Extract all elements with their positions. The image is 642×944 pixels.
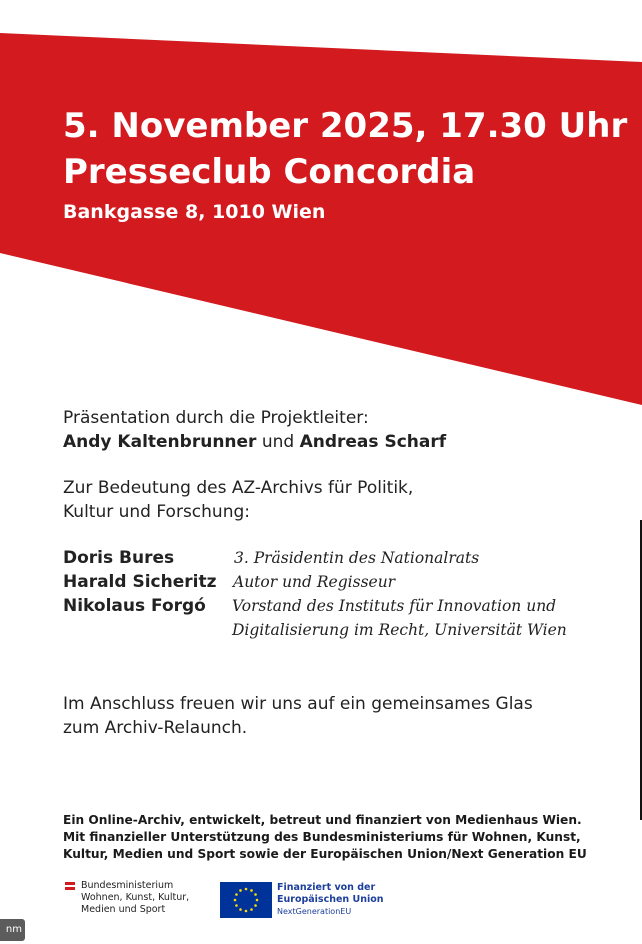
eu-logo-text <box>277 882 384 918</box>
funding-line-3: Kultur, Medien und Sport sowie der Europäischen Union/Next Generation EU <box>63 847 587 861</box>
eu-star-icon <box>256 899 259 902</box>
speaker-name: Doris Bures <box>63 548 175 568</box>
speaker-name: Harald Sicheritz <box>63 572 217 592</box>
ministry-line-3: Medien und Sport <box>81 904 166 915</box>
funding-line-1: Ein Online-Archiv, entwickelt, betreut und finanziert von Medienhaus Wien. <box>63 813 582 827</box>
eu-star-icon <box>239 889 242 892</box>
closing-line-2: zum Archiv-Relaunch. <box>63 718 248 738</box>
eu-star-icon <box>235 893 238 896</box>
funding-line-2: Mit finanzieller Unterstützung des Bundesministeriums für Wohnen, Kunst, <box>63 830 581 844</box>
invitation-body <box>63 406 623 762</box>
eu-star-icon <box>254 904 257 907</box>
eu-line-3: NextGenerationEU <box>277 907 352 916</box>
funding-note <box>63 812 623 863</box>
eu-line-1: Finanziert von der <box>277 882 376 893</box>
eu-star-icon <box>239 908 242 911</box>
speaker-role: 3. Präsidentin des Nationalrats <box>234 549 480 567</box>
eu-star-icon <box>250 908 253 911</box>
project-leader-1: Andy Kaltenbrunner <box>63 432 257 452</box>
sponsor-logos <box>63 880 623 930</box>
speaker-row <box>63 570 623 594</box>
ministry-line-2: Wohnen, Kunst, Kultur, <box>81 892 190 903</box>
eu-logo <box>220 882 440 922</box>
speaker-row <box>63 594 623 642</box>
eu-line-2: Europäischen Union <box>277 894 384 905</box>
eu-star-icon <box>254 893 257 896</box>
closing-paragraph <box>63 692 623 740</box>
eu-star-icon <box>245 888 248 891</box>
ministry-line-1: Bundesministerium <box>81 880 174 891</box>
event-venue: Presseclub Concordia <box>63 152 476 192</box>
speaker-role-line-2: Digitalisierung im Recht, Universität Wien <box>232 621 567 639</box>
presentation-paragraph <box>63 406 623 454</box>
significance-line-1: Zur Bedeutung des AZ-Archivs für Politik, <box>63 478 414 498</box>
leader-connector: und <box>256 432 300 452</box>
speaker-role <box>232 594 567 642</box>
eu-star-icon <box>245 910 248 913</box>
eu-star-icon <box>235 904 238 907</box>
eu-star-icon <box>234 899 237 902</box>
event-header <box>63 103 627 225</box>
speaker-role-line-1: Vorstand des Instituts für Innovation und <box>232 597 557 615</box>
eu-flag-icon <box>220 882 272 918</box>
eu-star-icon <box>250 889 253 892</box>
speaker-row <box>63 546 623 570</box>
presentation-intro: Präsentation durch die Projektleiter: <box>63 408 369 428</box>
austria-flag-icon <box>65 882 75 890</box>
event-address: Bankgasse 8, 1010 Wien <box>63 201 326 223</box>
corner-tab-label[interactable]: nm <box>0 919 25 941</box>
project-leader-2: Andreas Scharf <box>299 432 447 452</box>
significance-paragraph <box>63 476 623 524</box>
event-date-time: 5. November 2025, 17.30 Uhr <box>63 106 628 146</box>
speaker-role: Autor und Regisseur <box>233 573 396 591</box>
speaker-list <box>63 546 623 642</box>
speaker-name: Nikolaus Forgó <box>63 596 206 616</box>
ministry-logo-text <box>81 880 189 916</box>
significance-line-2: Kultur und Forschung: <box>63 502 250 522</box>
closing-line-1: Im Anschluss freuen wir uns auf ein gemeinsames Glas <box>63 694 533 714</box>
